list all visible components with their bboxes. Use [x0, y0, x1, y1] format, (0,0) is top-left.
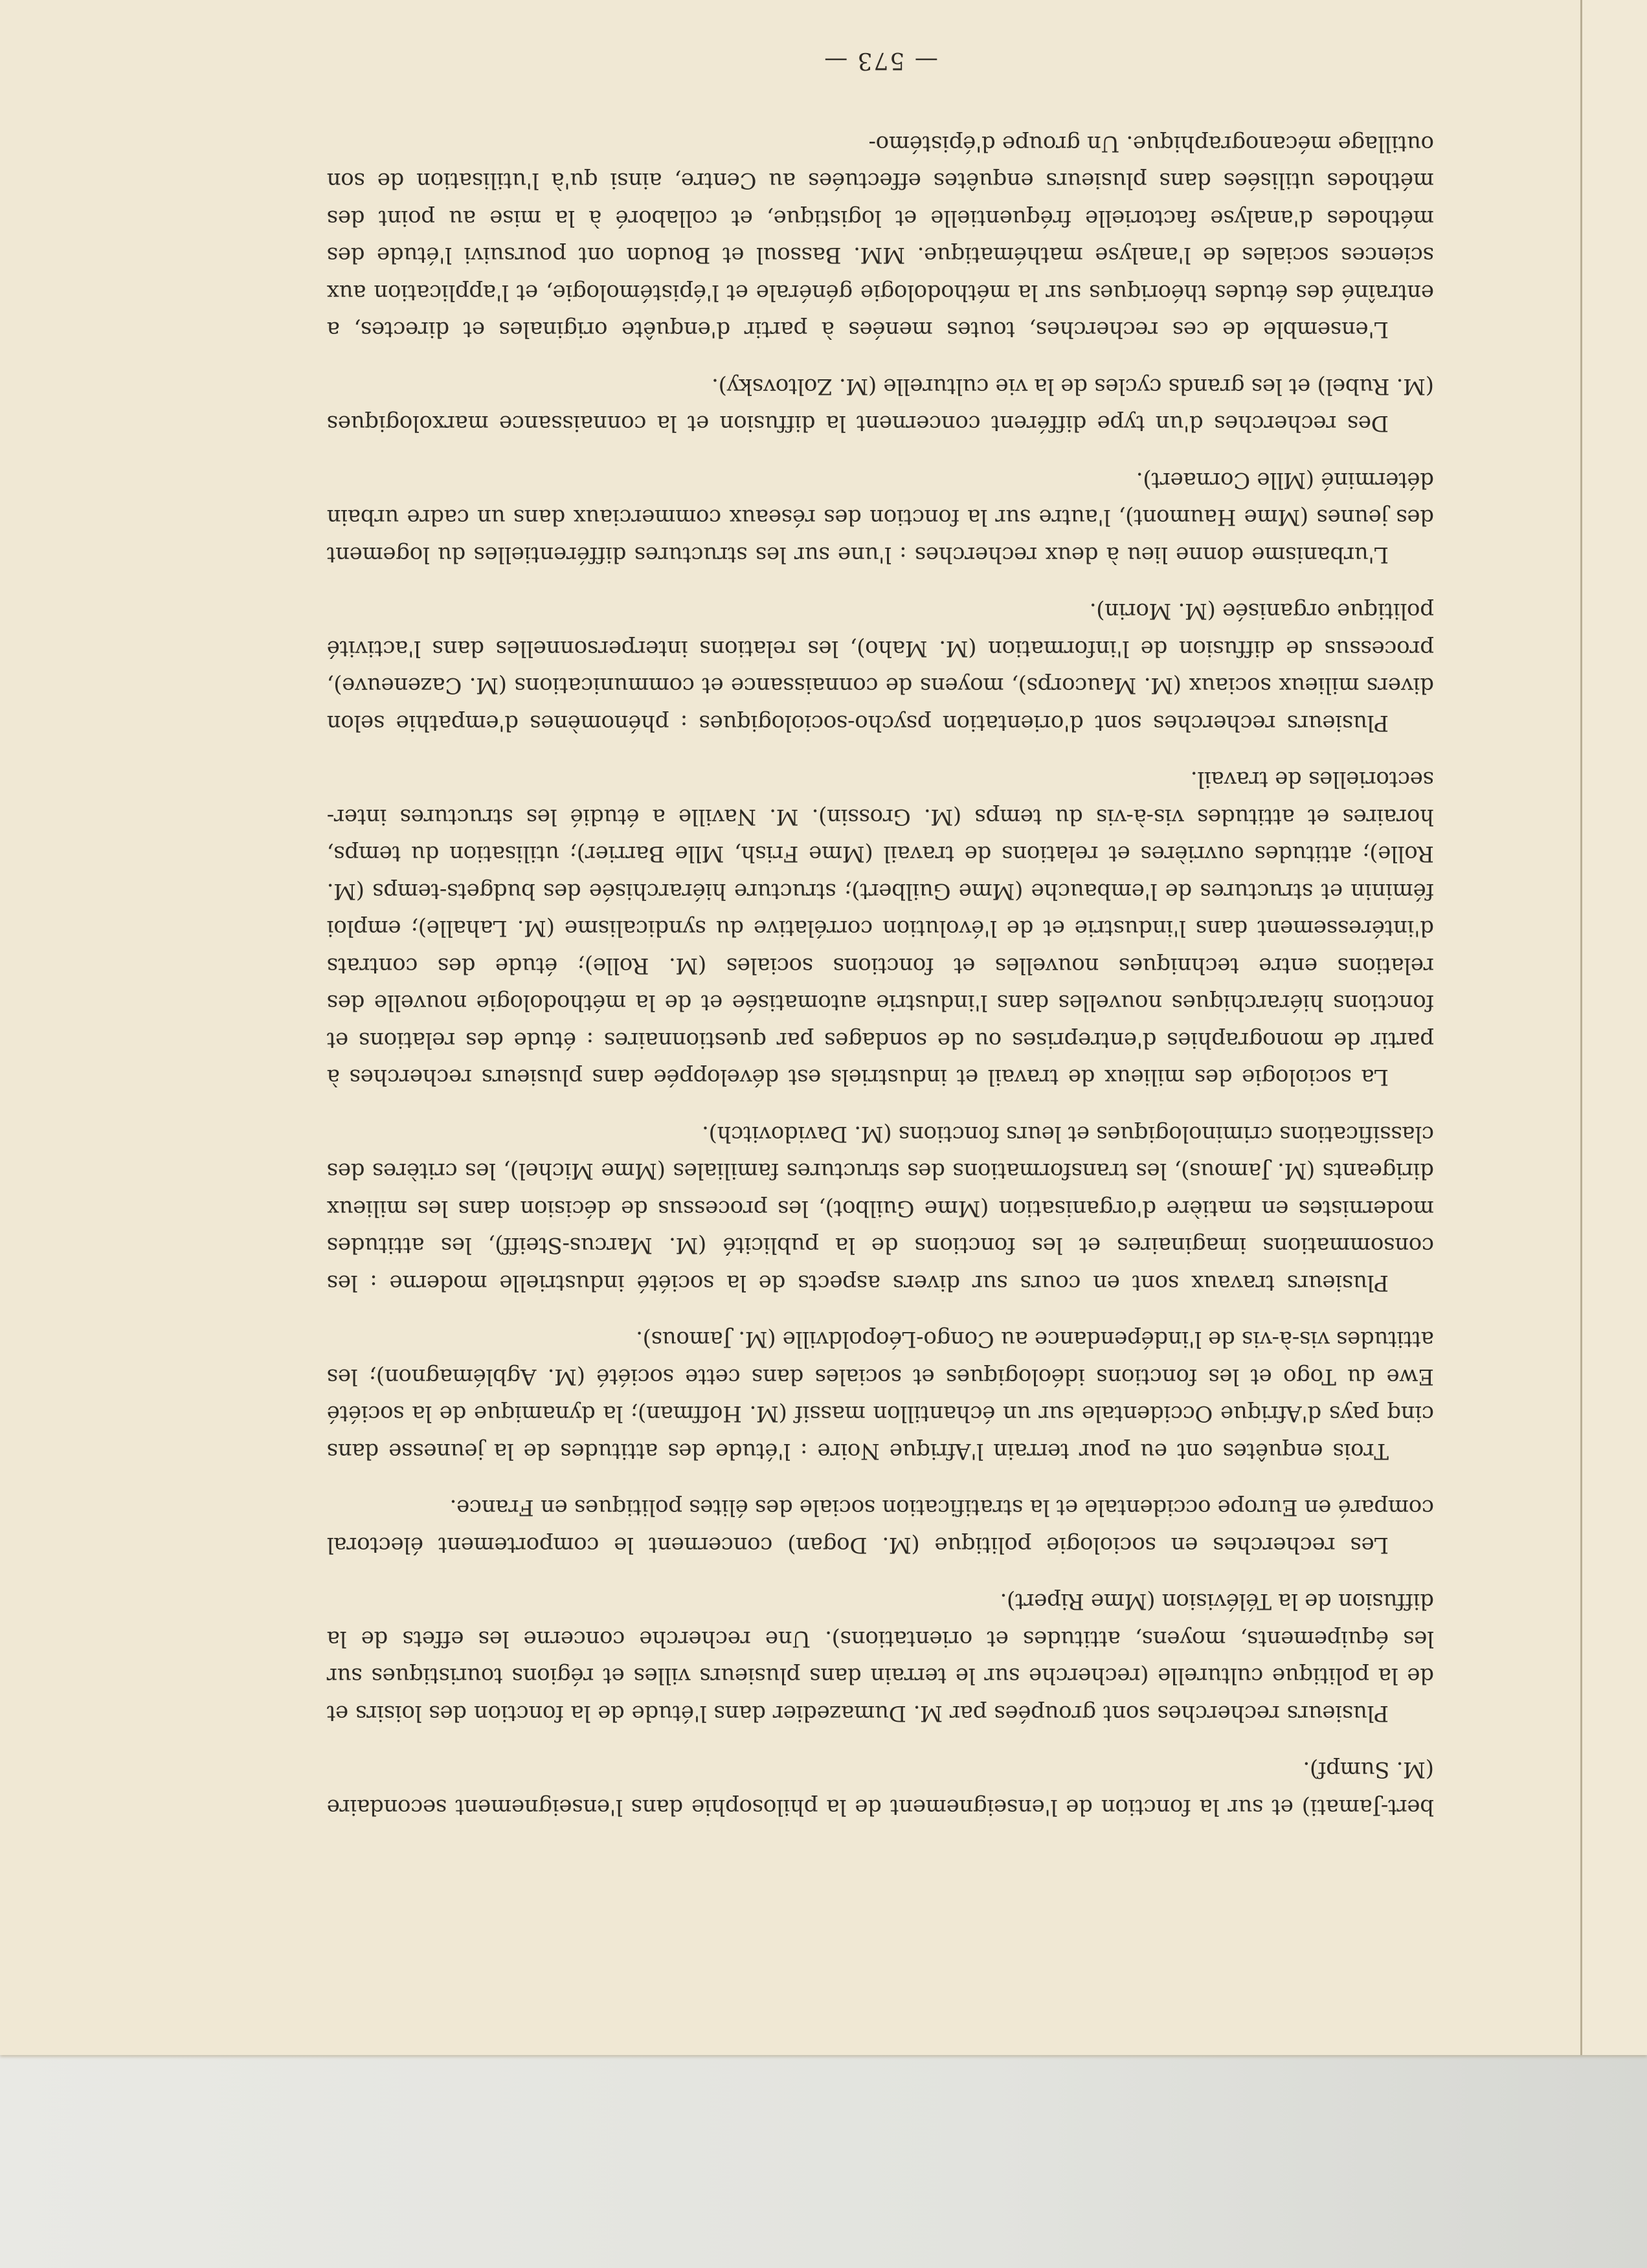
page-number: — 573 —	[823, 47, 938, 74]
paragraph-7: Plusieurs recherches sont d'orientation psycho-sociologiques : phénomènes d'empathie selon divers milieux sociaux (M. Maucorps), moyens de connaissance et communications (M. Cazeneuve), processus de diffusion de l'information (M. Maho), les relations interpersonnelles dans l'activité politique organisée (M. Morin).	[327, 598, 1434, 736]
paragraph-8: L'urbanisme donne lieu à deux recherches : l'une sur les structures différentielles du logement des jeunes (Mme Haumont), l'autre sur la fonction des réseaux commerciaux dans un cadre urbain déterminé (Mlle Cornaert).	[327, 467, 1434, 568]
paragraph-5: Plusieurs travaux sont en cours sur divers aspects de la société industrielle moderne : les consommations imaginaires et les fonctions de la publicité (M. Marcus-Steiff), les attitudes modernistes en matière d'organisation (Mme Guilbot), les processus de décision dans les milieux dirigeants (M. Jamous), les transformations des structures familiales (Mme Michel), les critères des classifications criminologiques et leurs fonctions (M. Davidovitch).	[327, 1121, 1434, 1296]
paragraph-3: Les recherches en sociologie politique (M. Dogan) concernent le comportement électoral comparé en Europe occidentale et la stratification sociale des élites politiques en France.	[327, 1495, 1434, 1558]
paragraph-6: La sociologie des milieux de travail et industriels est développée dans plusieurs recherches à partir de monographies d'entreprises ou de sondages par questionnaires : étude des relations et fonctions hiérarchiques nouvelles dans l'industrie automatisée et de la méthodologie nouvelle des relations entre techniques nouvelles et fonctions sociales (M. Rolle); étude des contrats d'intéressement dans l'industrie et de l'évolution corrélative du syndicalisme (M. Lahalle); emploi féminin et structures de l'embauche (Mme Guilbert); structure hiérarchisée des budgets-temps (M. Rolle); attitudes ouvrières et relations de travail (Mme Frish, Mlle Barrier); utilisation du temps, horaires et attitudes vis-à-vis du temps (M. Grossin). M. Naville a étudié les structures inter-sectorielles de travail.	[327, 766, 1434, 1091]
paragraph-10: L'ensemble de ces recherches, toutes menées à partir d'enquête originales et directes, a entraîné des études théoriques sur la méthodologie générale et l'épistémologie, et l'application aux sciences sociales de l'analyse mathématique. MM. Bassoul et Boudon ont poursuivi l'étude des méthodes d'analyse factorielle fréquentielle et logistique, et collaboré à la mise au point des méthodes utilisées dans plusieurs enquêtes effectuées au Centre, ainsi qu'à l'utilisation de son outillage mécanographique. Un groupe d'épistémo-	[327, 131, 1434, 343]
paragraph-2: Plusieurs recherches sont groupées par M. Dumazedier dans l'étude de la fonction des loisirs et de la politique culturelle (recherche sur le terrain dans plusieurs villes et régions touristiques sur les équipements, moyens, attitudes et orientations). Une recherche concerne les effets de la diffusion de la Télévision (Mme Ripert).	[327, 1588, 1434, 1726]
paragraph-1: bert-Jamati) et sur la fonction de l'enseignement de la philosophie dans l'enseignement secondaire (M. Sumpf).	[327, 1757, 1434, 1820]
paragraph-4: Trois enquêtes ont eu pour terrain l'Afrique Noire : l'étude des attitudes de la jeunesse dans cinq pays d'Afrique Occidentale sur un échantillon massif (M. Hoffman); la dynamique de la société Ewe du Togo et les fonctions idéologiques et sociales dans cette société (M. Agblémagnon); les attitudes vis-à-vis de l'indépendance au Congo-Léopoldville (M. Jamous).	[327, 1326, 1434, 1464]
page-text-rotated-180	[327, 47, 1434, 1825]
adjacent-page-strip	[1582, 0, 1647, 2055]
paragraph-9: Des recherches d'un type différent concernent la diffusion et la connaissance marxologiques (M. Rubel) et les grands cycles de la vie culturelle (M. Zoltovsky).	[327, 373, 1434, 437]
